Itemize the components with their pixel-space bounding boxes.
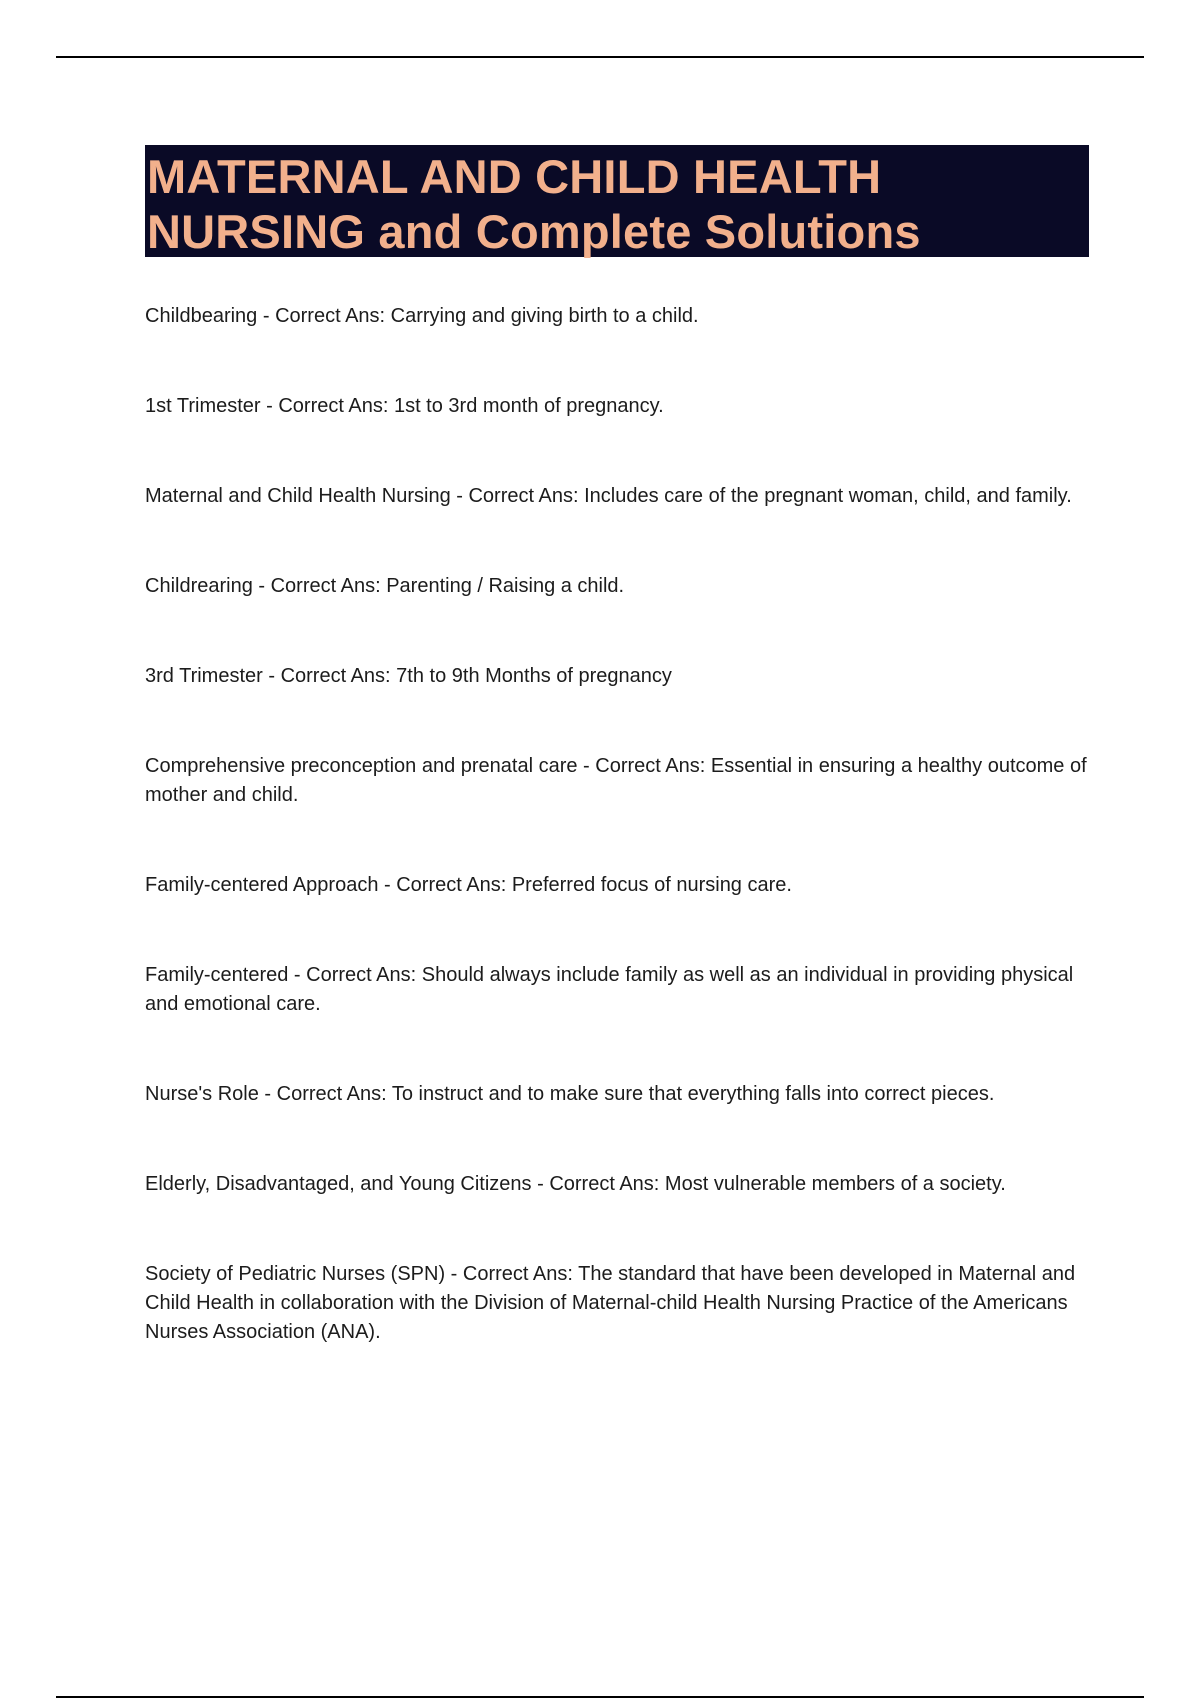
bottom-rule bbox=[56, 1696, 1144, 1698]
qa-entry-family-centered: Family-centered - Correct Ans: Should always include family as well as an individual in providing physical and emotional care. bbox=[145, 964, 1074, 1015]
qa-entry-childbearing: Childbearing - Correct Ans: Carrying and giving birth to a child. bbox=[145, 305, 699, 327]
qa-entry-1st-trimester: 1st Trimester - Correct Ans: 1st to 3rd month of pregnancy. bbox=[145, 395, 664, 417]
qa-entry-nurses-role: Nurse's Role - Correct Ans: To instruct and to make sure that everything falls into correct pieces. bbox=[145, 1083, 995, 1105]
qa-entry-maternal-child-health-nursing: Maternal and Child Health Nursing - Correct Ans: Includes care of the pregnant woman, child, and family. bbox=[145, 485, 1072, 507]
qa-entry-preconception-prenatal-care: Comprehensive preconception and prenatal care - Correct Ans: Essential in ensuring a healthy outcome of mother and child. bbox=[145, 755, 1087, 806]
qa-list bbox=[145, 302, 1090, 1408]
qa-entry-3rd-trimester: 3rd Trimester - Correct Ans: 7th to 9th Months of pregnancy bbox=[145, 665, 672, 687]
top-rule bbox=[56, 56, 1144, 58]
title-line-1: MATERNAL AND CHILD HEALTH bbox=[147, 150, 882, 203]
document-title bbox=[145, 145, 1089, 257]
title-line-2: NURSING and Complete Solutions bbox=[147, 205, 921, 258]
qa-entry-childrearing: Childrearing - Correct Ans: Parenting / Raising a child. bbox=[145, 575, 625, 597]
qa-entry-family-centered-approach: Family-centered Approach - Correct Ans: Preferred focus of nursing care. bbox=[145, 874, 792, 896]
qa-entry-society-pediatric-nurses: Society of Pediatric Nurses (SPN) - Correct Ans: The standard that have been developed in Maternal and Child Health in collaboration with the Division of Maternal-child Health Nursing Practice of the Americans Nurses Association (ANA). bbox=[145, 1263, 1076, 1343]
qa-entry-vulnerable-members: Elderly, Disadvantaged, and Young Citizens - Correct Ans: Most vulnerable members of a society. bbox=[145, 1173, 1006, 1195]
